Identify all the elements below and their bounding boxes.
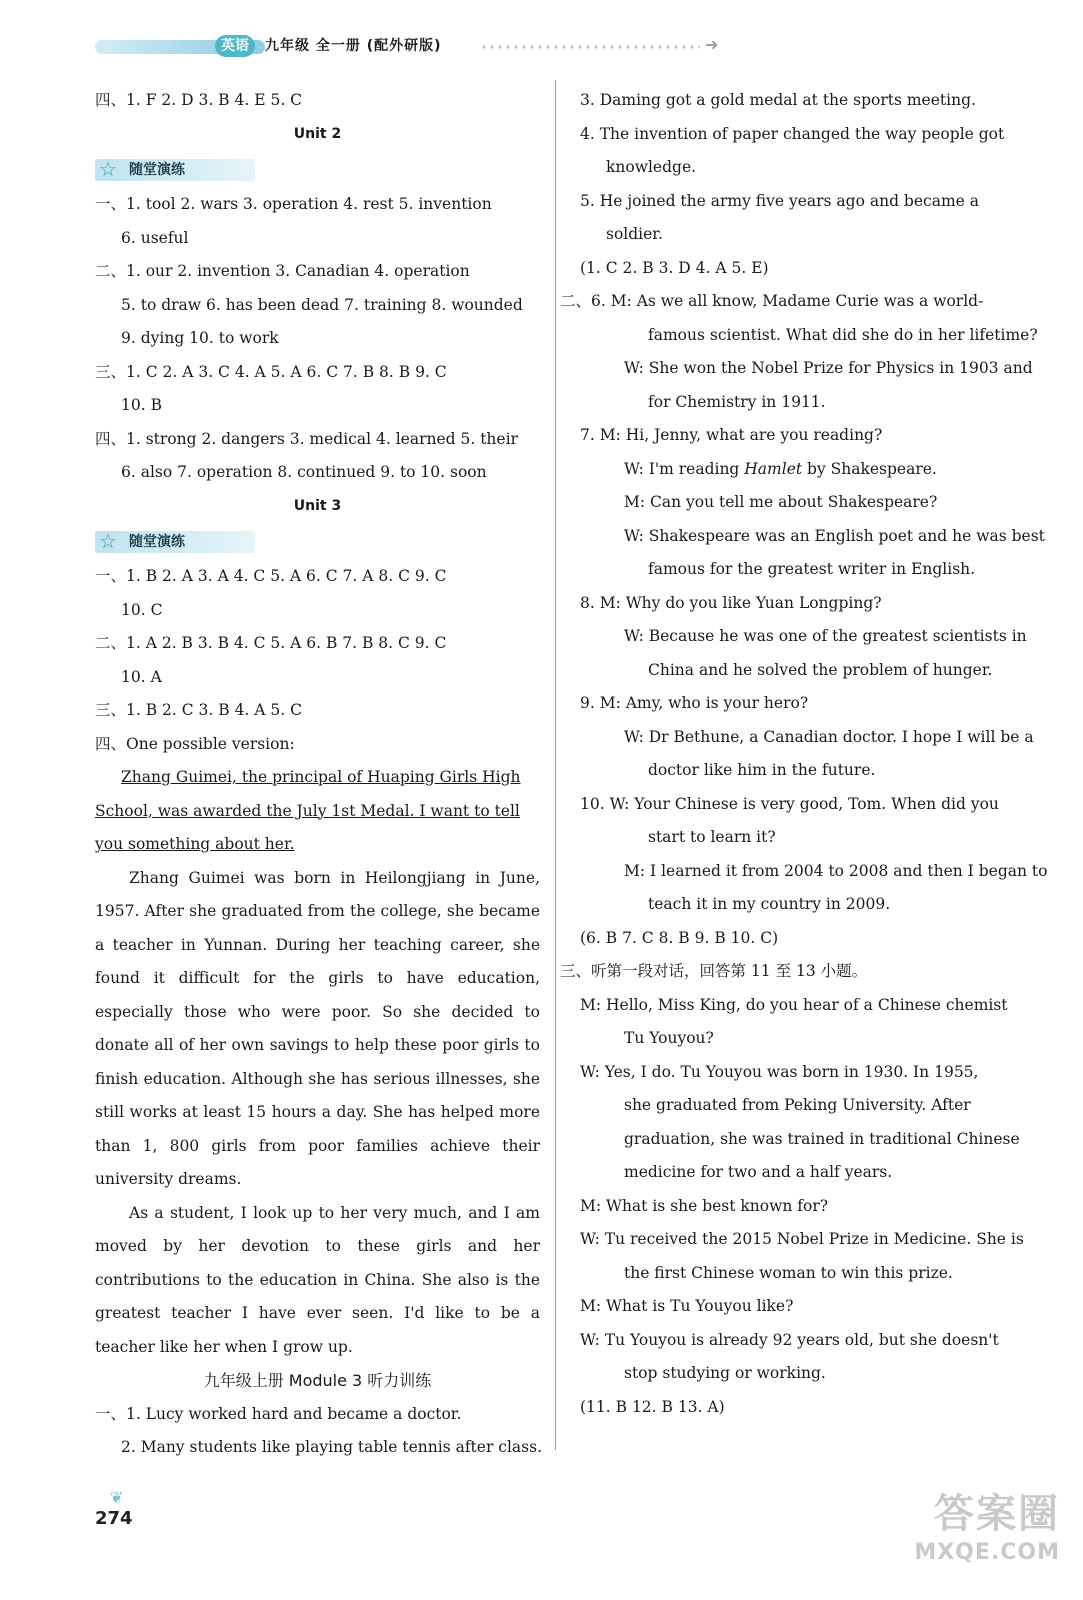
answer-line: 2. Many students like playing table tennis after class. [121, 1438, 543, 1456]
answer-line: soldier. [606, 225, 663, 243]
dialogue-line: China and he solved the problem of hunger. [648, 660, 993, 679]
answer-line: 一、1. tool 2. wars 3. operation 4. rest 5. invention [95, 195, 492, 213]
essay-underlined-line: you something about her. [95, 835, 295, 853]
dialogue-line: medicine for two and a half years. [624, 1163, 893, 1181]
unit-heading: Unit 3 [293, 497, 342, 514]
arrow-right-icon: ➜ [705, 35, 719, 54]
header-dots [480, 44, 700, 50]
dialogue-line: W: Tu received the 2015 Nobel Prize in Medicine. She is [580, 1230, 1024, 1248]
dialogue-line: Tu Youyou? [624, 1029, 714, 1047]
header-title: 九年级 全一册 (配外研版) [265, 38, 442, 54]
dialogue-line: for Chemistry in 1911. [648, 392, 826, 411]
answer-line: (6. B 7. C 8. B 9. B 10. C) [580, 928, 779, 947]
dialogue-line: 8. M: Why do you like Yuan Longping? [580, 593, 882, 612]
answer-line: 二、1. A 2. B 3. B 4. C 5. A 6. B 7. B 8. C 9. C [95, 634, 447, 652]
answer-line: 4. The invention of paper changed the way people got [580, 124, 1005, 143]
dialogue-line: M: What is Tu Youyou like? [580, 1297, 794, 1315]
module-title: 九年级上册 Module 3 听力训练 [203, 1371, 432, 1390]
dialogue-line: the first Chinese woman to win this prize. [624, 1263, 953, 1282]
essay-paragraph: As a student, I look up to her very much, and I am moved by her devotion to these girls and her contributions to the education in China. She also is the greatest teacher I have ever seen. I'd like to be a teacher like her when I grow up. [95, 1203, 540, 1356]
answer-line: 四、1. strong 2. dangers 3. medical 4. learned 5. their [95, 429, 518, 448]
leaf-icon: ❦ [110, 1488, 124, 1507]
answer-line: 一、1. B 2. A 3. A 4. C 5. A 6. C 7. A 8. C 9. C [95, 567, 447, 585]
section-title: 随堂演练 [129, 534, 185, 550]
dialogue-line: W: Yes, I do. Tu Youyou was born in 1930. In 1955, [580, 1062, 979, 1081]
answer-line: 10. A [121, 667, 162, 686]
watermark-url: MXQE.COM [914, 1540, 1060, 1565]
answer-line: 9. dying 10. to work [121, 329, 279, 347]
dialogue-line: M: Can you tell me about Shakespeare? [624, 493, 938, 511]
dialogue-line: teach it in my country in 2009. [648, 895, 891, 913]
answer-line: (1. C 2. B 3. D 4. A 5. E) [580, 258, 769, 277]
dialogue-line: famous scientist. What did she do in her lifetime? [648, 325, 1038, 344]
answer-line: 5. to draw 6. has been dead 7. training 8. wounded [121, 295, 523, 314]
italic-title: Hamlet [744, 459, 803, 478]
answer-line: 二、1. our 2. invention 3. Canadian 4. operation [95, 262, 470, 280]
answer-line: 3. Daming got a gold medal at the sports meeting. [580, 91, 976, 109]
answer-line: 一、1. Lucy worked hard and became a doctor. [95, 1404, 462, 1423]
star-icon: ☆ [99, 157, 117, 181]
dialogue-line: stop studying or working. [624, 1364, 826, 1382]
dialogue-line: doctor like him in the future. [648, 761, 876, 779]
left-column [95, 84, 543, 1465]
page-header [95, 30, 815, 66]
dialogue-line: 二、6. M: As we all know, Madame Curie was a world- [560, 292, 984, 310]
dialogue-line: W: Because he was one of the greatest scientists in [624, 627, 1027, 645]
essay-paragraph: Zhang Guimei was born in Heilongjiang in June, 1957. After she graduated from the college, she became a teacher in Yunnan. During her teaching career, she found it difficult for the girls to have education, especially those who were poor. So she decided to donate all of her own savings to help these poor girls to finish education. Although she has serious illnesses, she still works at least 15 hours a day. She has helped more than 1, 800 girls from poor families achieve their university dreams. [95, 868, 540, 1188]
dialogue-line: M: I learned it from 2004 to 2008 and then I began to [624, 861, 1048, 880]
dialogue-line: M: Hello, Miss King, do you hear of a Chinese chemist [580, 995, 1008, 1014]
answer-line: 6. also 7. operation 8. continued 9. to 10. soon [121, 463, 487, 481]
dialogue-line: 7. M: Hi, Jenny, what are you reading? [580, 426, 883, 444]
answer-line: 三、1. C 2. A 3. C 4. A 5. A 6. C 7. B 8. B 9. C [95, 362, 447, 381]
subject-badge: 英语 [215, 35, 255, 57]
answer-line: knowledge. [606, 158, 697, 176]
column-divider [555, 80, 556, 1450]
answer-line: 6. useful [121, 228, 189, 247]
page-number: 274 [95, 1508, 133, 1529]
dialogue-line: W: I'm reading Hamlet by Shakespeare. [624, 459, 937, 478]
right-column [560, 84, 1048, 1424]
dialogue-line: W: Shakespeare was an English poet and he was best [624, 526, 1045, 545]
star-icon: ☆ [99, 529, 117, 553]
answer-line: 5. He joined the army five years ago and became a [580, 191, 979, 210]
essay-underlined-line: Zhang Guimei, the principal of Huaping Girls High [121, 768, 521, 786]
watermark-text: 答案圈 [934, 1491, 1060, 1537]
dialogue-line: start to learn it? [648, 828, 776, 846]
section-banner [95, 153, 255, 186]
answer-line: (11. B 12. B 13. A) [580, 1397, 725, 1416]
dialogue-line: 10. W: Your Chinese is very good, Tom. When did you [580, 794, 999, 813]
answer-line: 四、1. F 2. D 3. B 4. E 5. C [95, 91, 303, 109]
answer-line: 10. B [121, 396, 162, 414]
dialogue-line: she graduated from Peking University. After [624, 1096, 971, 1114]
dialogue-line: W: Dr Bethune, a Canadian doctor. I hope I will be a [624, 727, 1034, 746]
dialogue-line: famous for the greatest writer in English. [648, 560, 976, 578]
answer-line: 三、1. B 2. C 3. B 4. A 5. C [95, 701, 302, 719]
unit-heading: Unit 2 [293, 125, 342, 142]
section-instruction: 三、听第一段对话，回答第 11 至 13 小题。 [560, 962, 868, 980]
answer-line: 四、One possible version: [95, 734, 295, 753]
answer-line: 10. C [121, 600, 163, 619]
section-banner [95, 525, 255, 558]
dialogue-line: graduation, she was trained in traditional Chinese [624, 1129, 1020, 1148]
dialogue-line: M: What is she best known for? [580, 1196, 829, 1215]
essay-underlined-line: School, was awarded the July 1st Medal. I want to tell [95, 801, 520, 820]
dialogue-line: W: Tu Youyou is already 92 years old, but she doesn't [580, 1330, 999, 1349]
dialogue-line: 9. M: Amy, who is your hero? [580, 694, 809, 712]
section-title: 随堂演练 [129, 162, 185, 178]
dialogue-line: W: She won the Nobel Prize for Physics in 1903 and [624, 359, 1033, 377]
watermark [870, 1490, 1060, 1590]
